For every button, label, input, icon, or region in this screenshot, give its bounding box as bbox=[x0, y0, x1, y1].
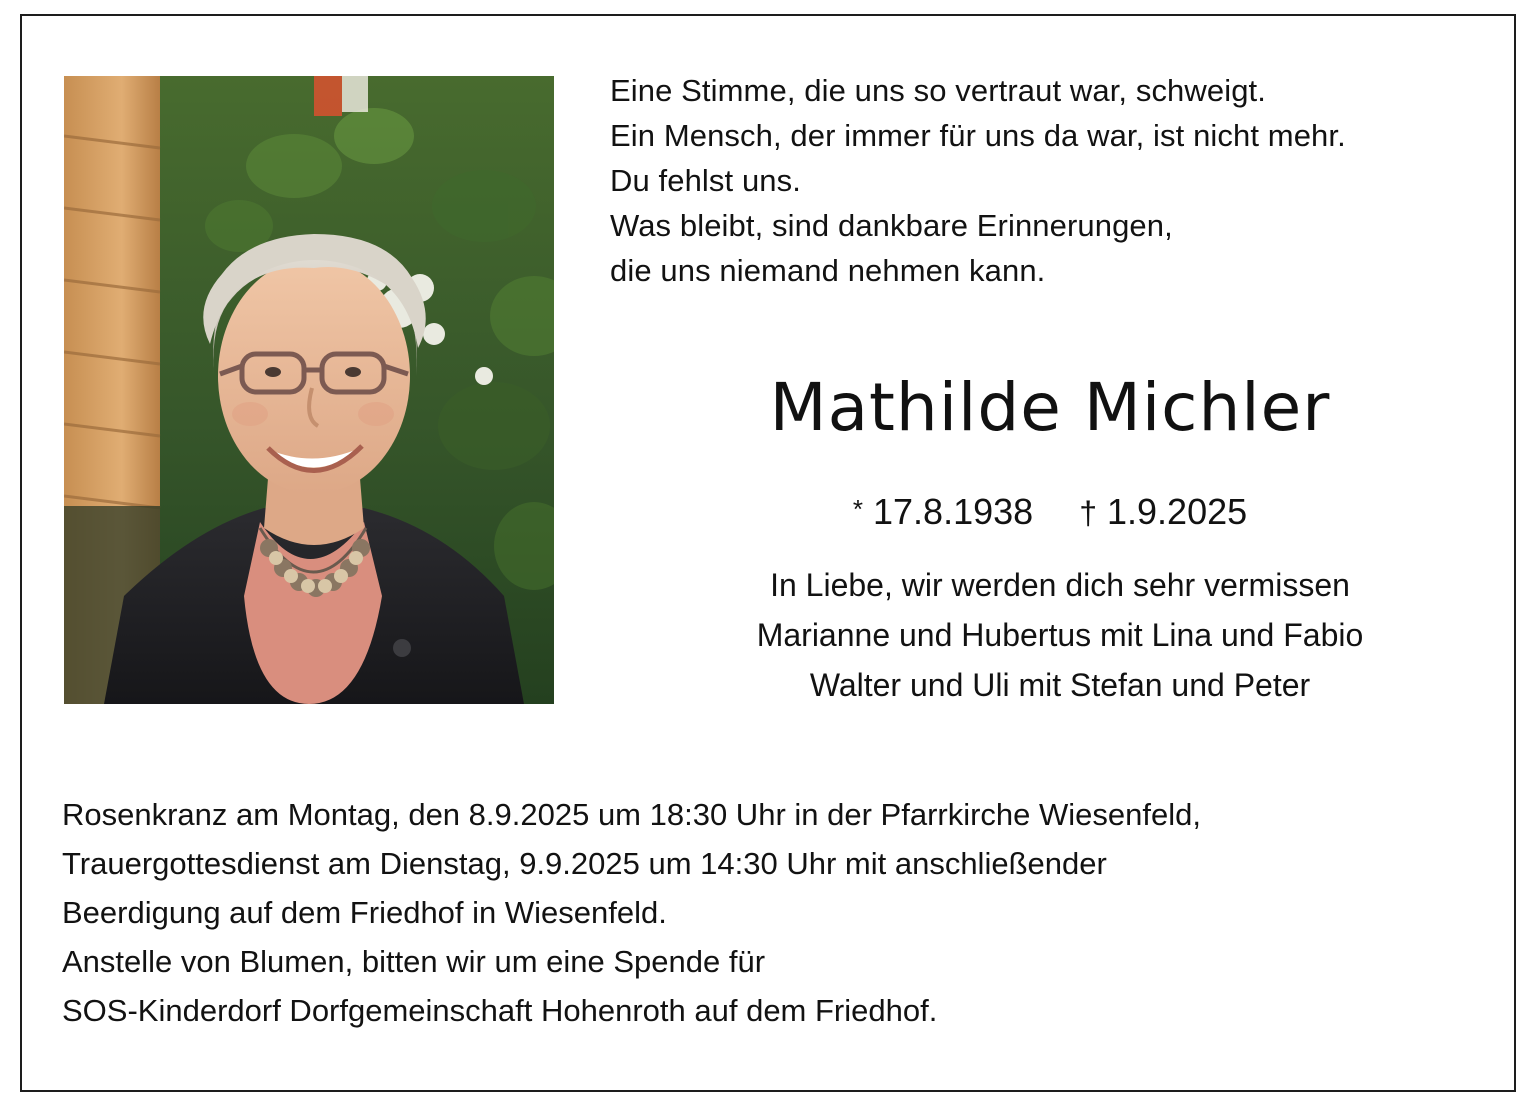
family-line-1: In Liebe, wir werden dich sehr vermissen bbox=[770, 567, 1350, 603]
death-date: 1.9.2025 bbox=[1107, 491, 1248, 532]
service-line-2: Trauergottesdienst am Dienstag, 9.9.2025 um 14:30 Uhr mit anschließender bbox=[62, 846, 1107, 881]
service-line-1: Rosenkranz am Montag, den 8.9.2025 um 18:30 Uhr in der Pfarrkirche Wiesenfeld, bbox=[62, 797, 1201, 832]
memorial-verse bbox=[610, 68, 1490, 293]
verse-line-4: Was bleibt, sind dankbare Erinnerungen, bbox=[610, 208, 1173, 243]
service-line-4: Anstelle von Blumen, bitten wir um eine Spende für bbox=[62, 944, 766, 979]
family-line-3: Walter und Uli mit Stefan und Peter bbox=[809, 667, 1311, 703]
verse-line-3: Du fehlst uns. bbox=[610, 163, 801, 198]
verse-line-2: Ein Mensch, der immer für uns da war, ist nicht mehr. bbox=[610, 118, 1346, 153]
deceased-name: Mathilde Michler bbox=[769, 369, 1331, 446]
service-line-5: SOS-Kinderdorf Dorfgemeinschaft Hohenroth auf dem Friedhof. bbox=[62, 993, 938, 1028]
service-details bbox=[62, 790, 1492, 1035]
birth-symbol-icon: * bbox=[852, 494, 863, 524]
service-line-3: Beerdigung auf dem Friedhof in Wiesenfeld. bbox=[62, 895, 667, 930]
birth-date: 17.8.1938 bbox=[873, 491, 1034, 532]
verse-line-1: Eine Stimme, die uns so vertraut war, schweigt. bbox=[610, 73, 1266, 108]
death-symbol-icon: † bbox=[1079, 495, 1097, 531]
portrait-photo-illustration bbox=[64, 76, 554, 704]
portrait-photo bbox=[64, 76, 554, 704]
verse-line-5: die uns niemand nehmen kann. bbox=[610, 253, 1046, 288]
life-dates bbox=[610, 486, 1490, 536]
family-dedication bbox=[610, 560, 1510, 710]
family-line-2: Marianne und Hubertus mit Lina und Fabio bbox=[756, 617, 1364, 653]
